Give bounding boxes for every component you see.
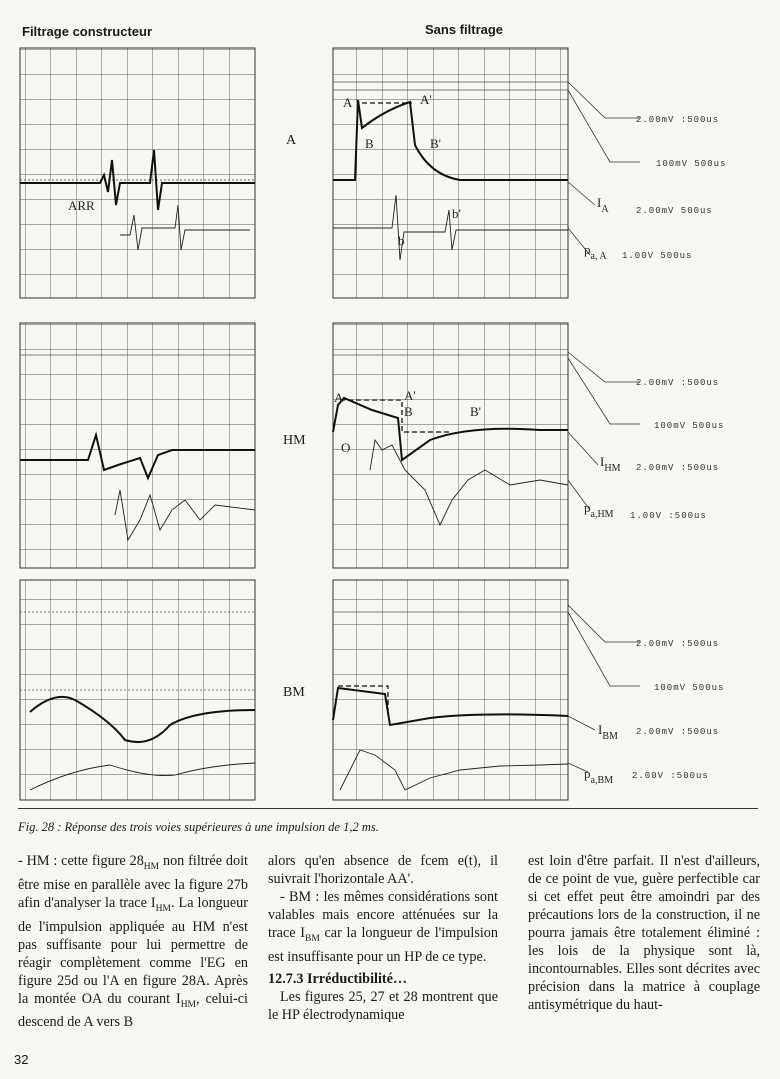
marker-a-1: A [343, 95, 353, 110]
scope-screen-left-hm [20, 323, 255, 568]
setting-a-3: 2.00mV 500us [636, 206, 713, 216]
setting-a-1: 2.00mV :500us [636, 115, 720, 125]
paragraph-irreductibilite: Les figures 25, 27 et 28 montrent que le HP électrodynamique [268, 988, 498, 1023]
scope-screen-left-a [20, 48, 255, 298]
paragraph-continued: alors qu'en absence de fcem e(t), il suivrait l'horizontale AA'. [268, 853, 498, 887]
row-label-bm: BM [283, 685, 305, 700]
marker-a-2: A [334, 390, 344, 405]
trace-label-i-hm: $I_{HM}$ [600, 454, 621, 474]
marker-o-2: O [341, 440, 351, 455]
paragraph-hm: - HM : cette figure $28_{HM}$ non filtrée doit être mise en parallèle avec la figure 27b afin d'analyser la trace $I_{HM}$. La longueur de l'impulsion appliquée au HM n'est pas suffisante pour lui permettre de réagir complètement comme l'EG en figure 25d ou l'A en figure 28A. Après la montée OA du courant $I_{HM}$, celui-ci descend de A vers B [18, 853, 248, 1031]
row-label-a: A [286, 133, 297, 148]
trace-label-p-a: $p_{a, A}$ [584, 242, 607, 262]
setting-a-2: 100mV 500us [656, 159, 727, 169]
scope-screen-right-hm [333, 323, 568, 568]
text-column-2 [268, 852, 498, 1024]
paragraph-parfait: est loin d'être parfait. Il n'est d'ailleurs, de ce point de vue, guère perfectible car si cet effet peut être amoindri par des précautions lors de la construction, il ne pourra jamais être totalement éliminé : les lois de la physique sont là, incontournables. Elles sont décrites avec précision dans la matrice à couplage antisymétrique du haut- [528, 853, 760, 1013]
caption-rule [18, 808, 758, 809]
page-number: 32 [14, 1052, 29, 1067]
row-label-hm: HM [283, 433, 306, 448]
marker-a-prime-1: A' [420, 92, 432, 107]
scope-screen-right-bm [333, 580, 568, 800]
trace-label-i-bm: $I_{BM}$ [598, 722, 618, 742]
setting-hm-1: 2.00mV :500us [636, 378, 720, 388]
marker-b-2: B [404, 404, 413, 419]
setting-hm-4: 1.00V :500us [630, 511, 707, 521]
marker-b-prime-2: B' [470, 404, 482, 419]
setting-bm-4: 2.00V :500us [632, 771, 709, 781]
trace-label-i-a: $I_A$ [597, 195, 609, 215]
setting-hm-3: 2.00mV :500us [636, 463, 720, 473]
marker-b-lower-prime-1: b' [452, 206, 461, 221]
marker-arr: ARR [68, 198, 95, 213]
paragraph-bm: - BM : les mêmes considérations sont valables mais encore atténuées sur la trace $I_{BM}$ car la longueur de l'impulsion est insuffisante pour un HP de ce type. [268, 889, 498, 965]
section-heading: 12.7.3 Irréductibilité… [268, 970, 408, 987]
right-figure-title: Sans filtrage [425, 22, 504, 37]
setting-bm-1: 2.00mV :500us [636, 639, 720, 649]
scope-screen-right-a [333, 48, 568, 298]
setting-bm-3: 2.00mV :500us [636, 727, 720, 737]
setting-a-4: 1.00V 500us [622, 251, 693, 261]
left-figure-title: Filtrage constructeur [22, 24, 153, 39]
setting-hm-2: 100mV 500us [654, 421, 725, 431]
marker-b-1: B [365, 136, 374, 151]
text-column-3 [528, 852, 760, 1014]
trace-label-p-hm: $p_{a,HM}$ [584, 500, 614, 520]
scope-screen-left-bm [20, 580, 255, 800]
text-column-1 [18, 852, 248, 1031]
figure-caption: Fig. 28 : Réponse des trois voies supérieures à une impulsion de 1,2 ms. [18, 820, 379, 834]
marker-a-prime-2: A' [404, 388, 416, 403]
trace-label-p-bm: $p_{a,BM}$ [584, 766, 613, 786]
setting-bm-2: 100mV 500us [654, 683, 725, 693]
marker-b-lower-1: b [398, 233, 405, 248]
marker-b-prime-1: B' [430, 136, 442, 151]
